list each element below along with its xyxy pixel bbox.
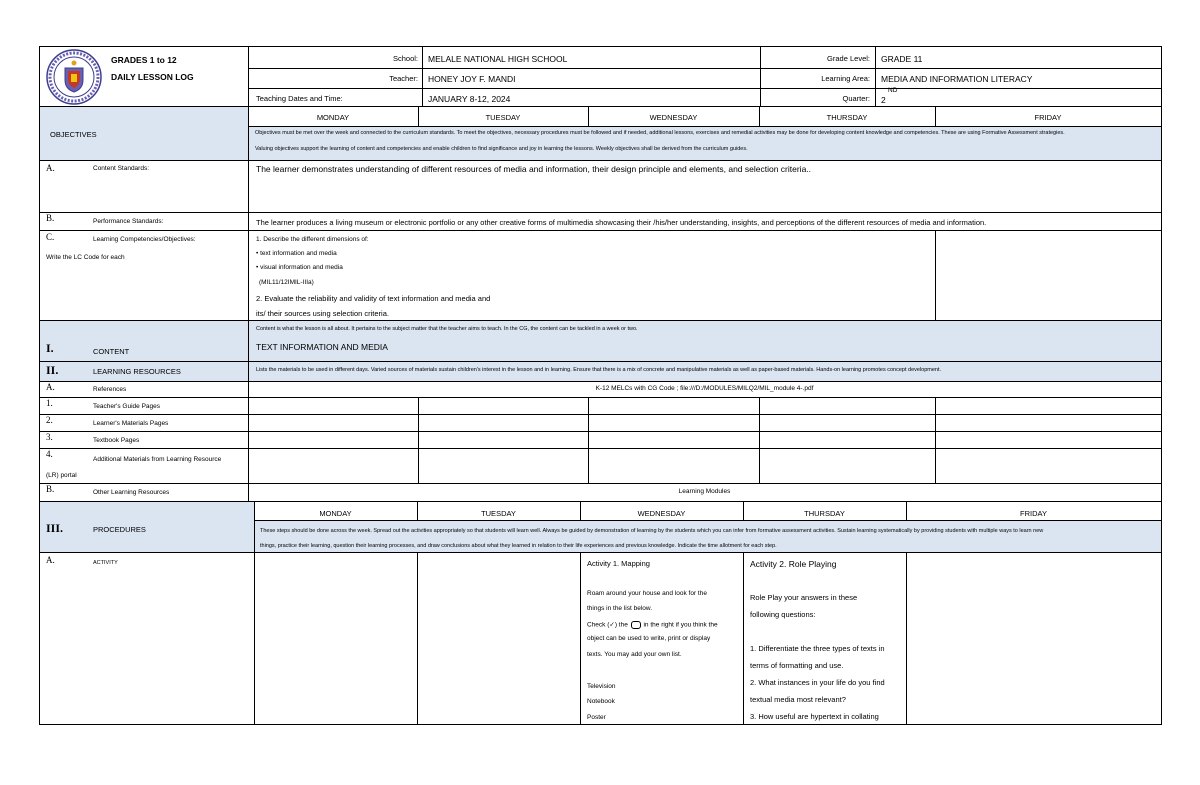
proc-day-friday: FRIDAY [1020, 509, 1047, 518]
resource-item-4-label: Additional Materials from Learning Resource [93, 456, 222, 463]
wed-activity-line1[interactable]: Roam around your house and look for the [587, 590, 707, 597]
procedures-numeral: III. [46, 521, 64, 535]
wed-activity-line2[interactable]: things in the list below. [587, 605, 653, 612]
performance-standards-letter: B. [46, 213, 55, 223]
day-header-monday: MONDAY [316, 113, 350, 122]
competency-line-2[interactable]: • text information and media [256, 250, 337, 257]
header-title-line1: GRADES 1 to 12 [111, 55, 177, 65]
wed-item-1[interactable]: Television [587, 683, 616, 690]
resource-item-3-label: Textbook Pages [93, 437, 140, 444]
quarter-label: Quarter: [842, 94, 870, 103]
competency-line-5[interactable]: 2. Evaluate the reliability and validity of text information and media and [256, 294, 491, 303]
wed-item-3[interactable]: Poster [587, 714, 606, 721]
content-numeral: I. [46, 341, 54, 355]
thu-activity-line2[interactable]: following questions: [750, 610, 816, 619]
competencies-letter: C. [46, 232, 55, 242]
procedures-note-line2: things, practice their learning, question their learning processes, and draw conclusions about what they learned in relation to their life experiences and previous knowledge. Indicate the time allotment for each step. [260, 543, 777, 549]
teacher-label: Teacher: [389, 74, 418, 83]
thu-q2-line2[interactable]: textual media most relevant? [750, 695, 846, 704]
content-value[interactable]: TEXT INFORMATION AND MEDIA [256, 342, 388, 352]
school-value[interactable]: MELALE NATIONAL HIGH SCHOOL [428, 54, 568, 64]
resource-item-2-label: Learner's Materials Pages [93, 420, 169, 427]
checkbox-icon [631, 621, 641, 629]
wed-activity-line3[interactable] [587, 621, 718, 629]
proc-day-thursday: THURSDAY [804, 509, 845, 518]
day-header-thursday: THURSDAY [826, 113, 868, 122]
procedures-label: PROCEDURES [93, 525, 146, 534]
resource-item-1-num: 1. [46, 398, 53, 408]
wed-activity-line3a: Check (✓) the [587, 621, 628, 629]
resource-item-3-num: 3. [46, 432, 53, 442]
competency-line-4[interactable]: (MIL11/12IMIL-IIIa) [259, 279, 314, 286]
dates-label: Teaching Dates and Time: [256, 94, 343, 103]
deped-seal-icon [46, 49, 102, 105]
performance-standards-label: Performance Standards: [93, 218, 164, 225]
day-header-friday: FRIDAY [1034, 113, 1062, 122]
header-title-line2: DAILY LESSON LOG [111, 72, 194, 82]
proc-day-tuesday: TUESDAY [481, 509, 516, 518]
wed-activity-title[interactable]: Activity 1. Mapping [587, 559, 650, 568]
content-standards-label: Content Standards: [93, 165, 150, 172]
objectives-label: OBJECTIVES [50, 130, 97, 139]
day-header-tuesday: TUESDAY [485, 113, 521, 122]
competencies-label: Learning Competencies/Objectives: [93, 236, 196, 243]
proc-day-monday: MONDAY [319, 509, 352, 518]
activity-letter: A. [46, 555, 55, 565]
quarter-value[interactable]: 2 [881, 95, 886, 105]
references-letter: A. [46, 382, 55, 392]
school-label: School: [392, 54, 418, 63]
resource-item-4-num: 4. [46, 449, 53, 459]
quarter-superscript: ND [888, 87, 898, 94]
procedures-note-line1: These steps should be done across the week. Spread out the activities appropriately so that students will learn well. Always be guided by demonstration of learning by the students which you can infer from formative assessment activities. Sustain learning systematically by providing students with multiple ways to learn new [260, 528, 1044, 534]
activity-label: ACTIVITY [93, 560, 118, 566]
other-resources-value[interactable]: Learning Modules [678, 488, 731, 495]
dates-value[interactable]: JANUARY 8-12, 2024 [428, 94, 511, 104]
other-resources-label: Other Learning Resources [93, 489, 170, 496]
resource-item-1-label: Teacher's Guide Pages [93, 403, 161, 410]
teacher-value[interactable]: HONEY JOY F. MANDI [428, 74, 516, 84]
content-note: Content is what the lesson is all about. It pertains to the subject matter that the teacher aims to teach. In the CG, the content can be tackled in a week or two. [256, 326, 638, 332]
thu-q1-line2[interactable]: terms of formatting and use. [750, 661, 844, 670]
competency-line-6[interactable]: its/ their sources using selection criteria. [256, 309, 389, 318]
content-standards-value[interactable]: The learner demonstrates understanding of different resources of media and information, their design principle and elements, and selection criteria.. [256, 164, 812, 174]
day-header-wednesday: WEDNESDAY [649, 113, 698, 122]
resource-item-4-label2: (LR) portal [46, 472, 77, 479]
grade-value[interactable]: GRADE 11 [881, 54, 923, 64]
thu-activity-title[interactable]: Activity 2. Role Playing [750, 559, 837, 569]
wed-item-2[interactable]: Notebook [587, 698, 615, 705]
competencies-label2: Write the LC Code for each [46, 254, 125, 261]
objectives-note-line2: Valuing objectives support the learning of content and competencies and enable children to find significance and joy in learning the lessons. Weekly objectives shall be derived from the curriculum guides. [255, 146, 748, 152]
content-label: CONTENT [93, 347, 130, 356]
resources-label: LEARNING RESOURCES [93, 367, 181, 376]
wed-activity-line4[interactable]: object can be used to write, print or display [587, 635, 711, 642]
performance-standards-value[interactable]: The learner produces a living museum or electronic portfolio or any other creative forms of multimedia showcasing their /his/her understanding, insights, and perceptions of the different resources of media and information. [256, 218, 987, 227]
references-value[interactable]: K-12 MELCs with CG Code ; file:///D:/MODULES/MILQ2/MIL_module 4-.pdf [595, 385, 814, 392]
area-value[interactable]: MEDIA AND INFORMATION LITERACY [881, 74, 1033, 84]
resource-item-2-num: 2. [46, 415, 53, 425]
resources-numeral: II. [46, 363, 59, 377]
area-label: Learning Area: [821, 74, 870, 83]
resources-note: Lists the materials to be used in different days. Varied sources of materials sustain children's interest in the lesson and in learning. Ensure that there is a mix of concrete and manipulative materials as well as paper-based materials. Hands-on learning promotes concept development. [256, 367, 942, 373]
content-standards-letter: A. [46, 163, 55, 173]
thu-q1-line1[interactable]: 1. Differentiate the three types of texts in [750, 644, 885, 653]
wed-activity-line5[interactable]: texts. You may add your own list. [587, 651, 682, 658]
competency-line-3[interactable]: • visual information and media [256, 264, 343, 271]
competency-line-1[interactable]: 1. Describe the different dimensions of: [256, 236, 369, 243]
procedures-label-shade [39, 501, 254, 552]
thu-q2-line1[interactable]: 2. What instances in your life do you find [750, 678, 885, 687]
references-label: References [93, 386, 127, 393]
thu-q3-line1[interactable]: 3. How useful are hypertext in collating [750, 712, 879, 721]
objectives-note-line1: Objectives must be met over the week and connected to the curriculum standards. To meet the objectives, necessary procedures must be followed and if needed, additional lessons, exercises and remedial activities may be done for developing content knowledge and competencies. These are using Formative Assessment strategies. [255, 130, 1065, 136]
grade-label: Grade Level: [827, 54, 870, 63]
proc-day-wednesday: WEDNESDAY [637, 509, 686, 518]
other-resources-letter: B. [46, 484, 55, 494]
thu-activity-line1[interactable]: Role Play your answers in these [750, 593, 858, 602]
wed-activity-line3b: in the right if you think the [643, 621, 718, 629]
